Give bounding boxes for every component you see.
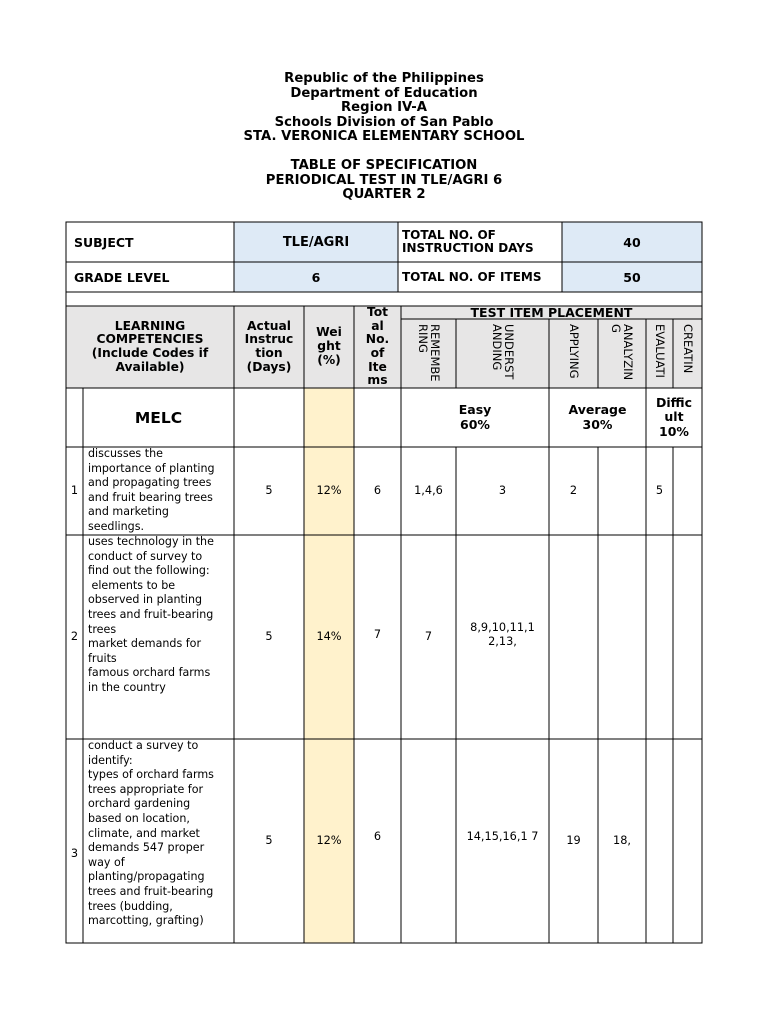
understanding-items: 8,9,10,11,1 2,13, xyxy=(470,620,535,648)
weight-percent: 14% xyxy=(316,629,342,643)
header-title: TABLE OF SPECIFICATION xyxy=(290,157,478,173)
competency-text: discusses the importance of planting and propagating trees and fruit bearing trees and marketing seedlings. xyxy=(88,447,215,533)
row-number: 1 xyxy=(70,483,79,497)
total-items: 6 xyxy=(373,829,382,843)
col-applying xyxy=(549,319,598,388)
subject-value: TLE/AGRI xyxy=(234,222,398,262)
col-test-item-placement: TEST ITEM PLACEMENT xyxy=(401,306,702,319)
applying-items: 2 xyxy=(569,483,578,497)
creating-items xyxy=(673,447,702,535)
applying-items xyxy=(549,535,598,739)
actual-days: 5 xyxy=(265,629,273,643)
creating-items xyxy=(673,535,702,739)
col-evaluating xyxy=(646,319,673,388)
col-creating-label: CREATIN xyxy=(680,324,695,374)
total-items-label: TOTAL NO. OF ITEMS xyxy=(402,269,542,284)
actual-days: 5 xyxy=(265,833,273,847)
col-actual-instruction: Actual Instruc tion (Days) xyxy=(234,306,304,388)
header-school: STA. VERONICA ELEMENTARY SCHOOL xyxy=(243,129,525,145)
weight-percent: 12% xyxy=(316,483,342,497)
total-items: 7 xyxy=(373,627,382,641)
col-remembering-label: REMEMBE RING xyxy=(415,324,442,382)
actual-days: 5 xyxy=(265,483,273,497)
analyzing-items xyxy=(598,447,646,535)
col-creating xyxy=(673,319,702,388)
col-learning-competencies: LEARNING COMPETENCIES (Include Codes if Available) xyxy=(66,306,234,388)
evaluating-items: 5 xyxy=(655,483,664,497)
melc-total-cell xyxy=(354,388,401,447)
remembering-items: 7 xyxy=(424,629,433,643)
col-applying-label: APPLYING xyxy=(566,324,581,379)
total-items: 6 xyxy=(373,483,382,497)
remembering-items xyxy=(401,739,456,943)
instruction-days-value: 40 xyxy=(562,222,702,262)
competency-text: conduct a survey to identify: types of orchard farms trees appropriate for orchard gardening based on location, climate, and market demands 547 proper way of planting/propagating trees and fruit-bearing trees (budding, marcotting, grafting) xyxy=(88,739,214,928)
col-understanding xyxy=(456,319,549,388)
total-items-value: 50 xyxy=(562,262,702,292)
difficult-band: Diffic ult 10% xyxy=(655,394,692,439)
col-evaluating-label: EVALUATI xyxy=(652,324,667,378)
subject-label: SUBJECT xyxy=(74,234,134,250)
average-band: Average 30% xyxy=(568,402,627,432)
col-remembering xyxy=(401,319,456,388)
analyzing-items: 18, xyxy=(613,833,631,847)
melc-weight-cell xyxy=(304,388,354,447)
grade-level-value: 6 xyxy=(234,262,398,292)
remembering-items: 1,4,6 xyxy=(414,483,443,497)
grade-level-label: GRADE LEVEL xyxy=(74,269,170,285)
col-analyzing-label: ANALYZIN G xyxy=(609,324,635,381)
understanding-items: 14,15,16,1 7 xyxy=(466,829,539,843)
evaluating-items xyxy=(646,739,673,943)
col-analyzing xyxy=(598,319,646,388)
analyzing-items xyxy=(598,535,646,739)
header-quarter: QUARTER 2 xyxy=(342,187,426,203)
row-number: 3 xyxy=(70,846,79,860)
header-republic: Republic of the Philippines xyxy=(284,71,484,86)
melc-label: MELC xyxy=(134,408,183,427)
col-understanding-label: UNDERST ANDING xyxy=(489,324,516,380)
col-total-items: Tot al No. of Ite ms xyxy=(354,306,401,388)
understanding-items: 3 xyxy=(498,483,507,497)
weight-percent: 12% xyxy=(316,833,342,847)
row-number: 2 xyxy=(70,629,79,643)
creating-items xyxy=(673,739,702,943)
col-weight: Wei ght (%) xyxy=(304,306,354,388)
applying-items: 19 xyxy=(566,833,581,847)
header-division: Schools Division of San Pablo xyxy=(274,114,494,130)
evaluating-items xyxy=(646,535,673,739)
header-test: PERIODICAL TEST IN TLE/AGRI 6 xyxy=(265,172,503,188)
header-department: Department of Education xyxy=(290,85,478,101)
document-header xyxy=(0,72,768,203)
competency-text: uses technology in the conduct of survey to find out the following: elements to be observed in planting trees and fruit-bearing trees market demands for fruits famous orchard farms in the country xyxy=(88,535,214,694)
instruction-days-label: TOTAL NO. OF INSTRUCTION DAYS xyxy=(402,228,534,255)
easy-band: Easy 60% xyxy=(458,402,492,432)
header-region: Region IV-A xyxy=(341,100,427,116)
